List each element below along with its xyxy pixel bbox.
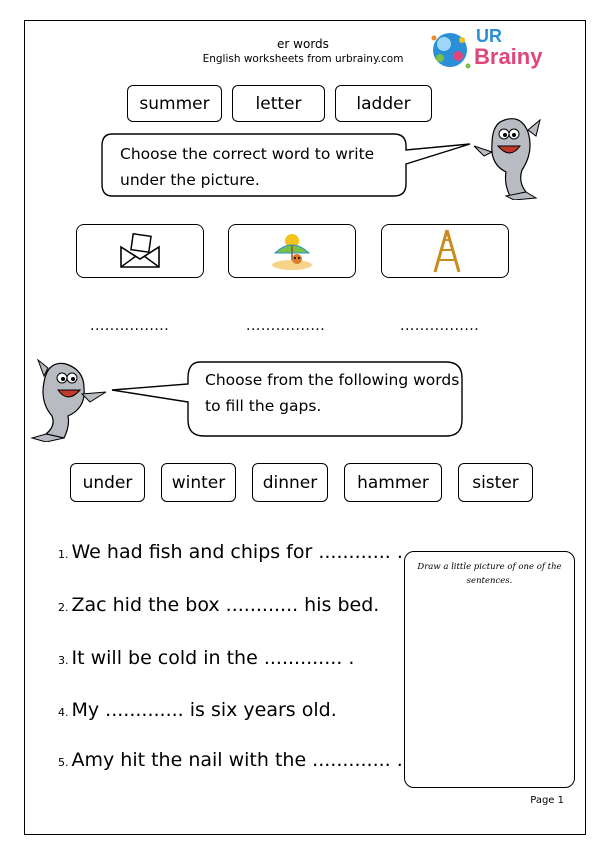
- ladder-icon: [425, 228, 465, 274]
- instruction-2: [205, 367, 459, 419]
- sentence-number: 5.: [58, 756, 69, 769]
- picture-box-summer: [228, 224, 356, 278]
- answer-blank-3[interactable]: ................: [400, 318, 480, 334]
- envelope-icon: [118, 233, 162, 269]
- sentence-number: 1.: [58, 548, 69, 561]
- sentence-text: My ............. is six years old.: [71, 699, 337, 721]
- logo-text-brainy: Brainy: [474, 44, 543, 69]
- answer-blank-2[interactable]: ................: [246, 318, 326, 334]
- picture-box-letter: [76, 224, 204, 278]
- sentence-number: 4.: [58, 706, 69, 719]
- sentence-text: Zac hid the box ............ his bed.: [71, 594, 380, 616]
- urbrainy-logo: [428, 26, 548, 78]
- sentence-number: 2.: [58, 601, 69, 614]
- word-box-winter: winter: [161, 463, 236, 502]
- sentence-1: [58, 541, 403, 563]
- word-box-sister: sister: [458, 463, 533, 502]
- drawing-box[interactable]: [404, 551, 575, 788]
- word-box-under: under: [70, 463, 145, 502]
- sentence-text: Amy hit the nail with the ............. .: [71, 749, 403, 771]
- drawing-box-instruction: Draw a little picture of one of the sentences.: [417, 562, 562, 586]
- instruction-1: [120, 141, 374, 193]
- word-box-dinner: dinner: [252, 463, 328, 502]
- fish-mascot-left: [26, 358, 110, 442]
- beach-sun-icon: [267, 231, 317, 271]
- sentence-3: [58, 647, 354, 669]
- sentence-2: [58, 594, 379, 616]
- sentence-text: It will be cold in the ............. .: [71, 647, 355, 669]
- sentence-text: We had fish and chips for ............ .: [71, 541, 403, 563]
- word-box-ladder: ladder: [335, 85, 432, 122]
- sentence-4: [58, 699, 337, 721]
- logo-text-ur: UR: [476, 26, 502, 46]
- sentence-5: [58, 749, 403, 771]
- word-box-summer: summer: [127, 85, 222, 122]
- instruction-1-line1: Choose the correct word to write: [120, 145, 375, 163]
- instruction-2-line2: to fill the gaps.: [205, 397, 322, 415]
- answer-blank-1[interactable]: ................: [90, 318, 170, 334]
- word-box-letter: letter: [232, 85, 325, 122]
- word-box-hammer: hammer: [344, 463, 442, 502]
- page-number: Page 1: [530, 795, 564, 806]
- worksheet-title: er words: [277, 37, 329, 51]
- sentence-number: 3.: [58, 654, 69, 667]
- worksheet-subtitle: English worksheets from urbrainy.com: [202, 53, 404, 65]
- instruction-2-line1: Choose from the following words: [205, 371, 460, 389]
- fish-mascot-right: [470, 112, 550, 200]
- picture-box-ladder: [381, 224, 509, 278]
- instruction-1-line2: under the picture.: [120, 171, 260, 189]
